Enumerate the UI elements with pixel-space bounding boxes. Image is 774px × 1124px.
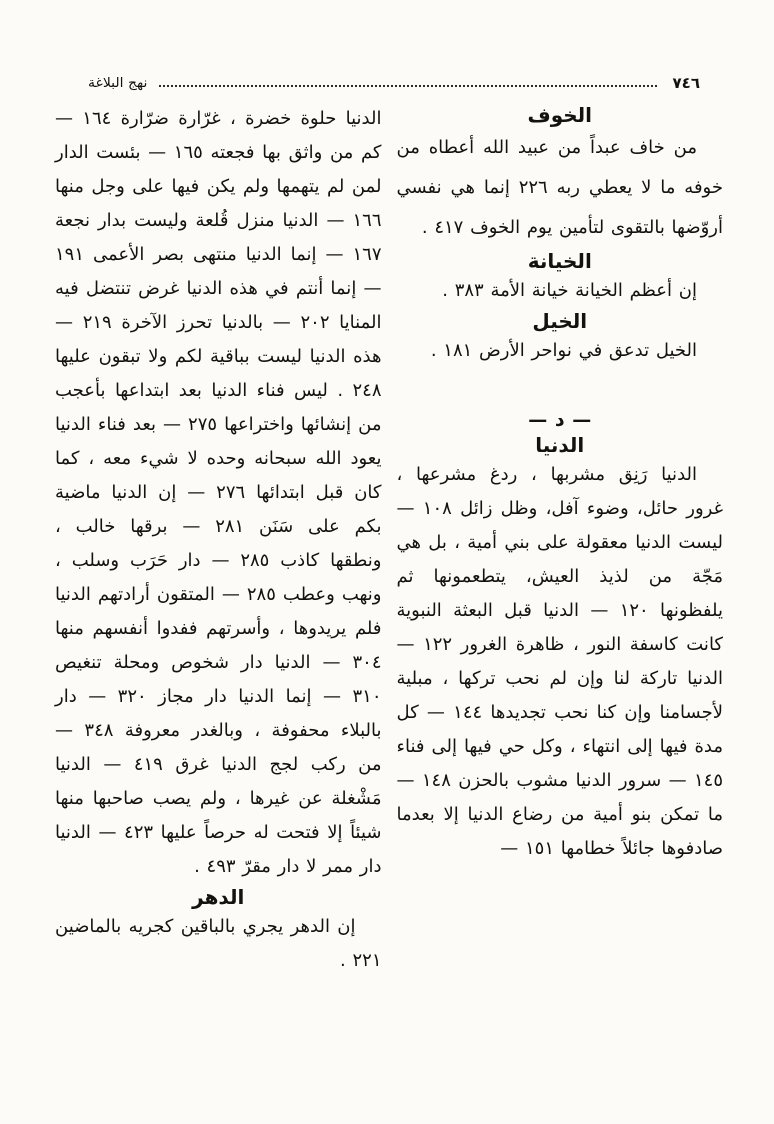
page-header [88, 70, 722, 96]
section-body-world-continuation: الدنيا حلوة خضرة ، غرّارة ضرّارة ١٦٤ — كم من واثق بها فجعته ١٦٥ — بئست الدار لمن لم يتهمها ولم يكن فيها على وجل منها ١٦٦ — الدنيا منزل قُلعة وليست بدار نجعة ١٦٧ — إنما الدنيا منتهى بصر الأعمى ١٩١ — إنما أنتم في هذه الدنيا غرض تنتضل فيه المنايا ٢٠٢ — بالدنيا تحرز الآخرة ٢١٩ — هذه الدنيا ليست بباقية لكم ولا تبقون عليها ٢٤٨ . ليس فناء الدنيا بعد ابتداعها بأعجب من إنشائها واختراعها ٢٧٥ — بعد فناء الدنيا يعود الله سبحانه وحده لا شيء معه ، كما كان قبل ابتدائها ٢٧٦ — إن الدنيا ماضية بكم على سَنَن ٢٨١ — برقها خالب ، ونطقها كاذب ٢٨٥ — دار حَرَب وسلب ، ونهب وعطب ٢٨٥ — المتقون أرادتهم الدنيا فلم يريدوها ، وأسرتهم ففدوا أنفسهم منها ٣٠٤ — الدنيا دار شخوص ومحلة تنغيص ٣١٠ — إنما الدنيا دار مجاز ٣٢٠ — دار بالبلاء محفوفة ، وبالغدر معروفة ٣٤٨ — من ركب لجج الدنيا غرق ٤١٩ — الدنيا مَشْغلة عن غيرها ، ولم يصب صاحبها منها شيئاً إلا فتحت له حرصاً عليها ٤٢٣ — الدنيا دار ممر لا دار مقرّ ٤٩٣ . [55, 108, 382, 877]
text-columns [55, 102, 723, 978]
section-body-world: الدنيا رَنِق مشربها ، ردغ مشرعها ، غرور حائل، وضوء آفل، وظل زائل ١٠٨ — ليست الدنيا معقولة على بني أمية ، بل هي مَجّة من لذيذ العيش، يتطعمونها ثم يلفظونها ١٢٠ — الدنيا قبل البعثة النبوية كانت كاسفة النور ، ظاهرة الغرور ١٢٢ — الدنيا تاركة لنا وإن لم نحب تركها ، مبلية لأجسامنا وإن كنا نحب تجديدها ١٤٤ — كل مدة فيها إلى انتهاء ، وكل حي فيها إلى فناء ١٤٥ — سرور الدنيا مشوب بالحزن ١٤٨ — ما تمكن بنو أمية من رضاع الدنيا إلا بعدما صادفوها جائلاً خطامها ١٥١ — [396, 464, 723, 859]
section-heading-betrayal: الخيانة [527, 249, 592, 273]
section-heading-time: الدهر [192, 885, 245, 909]
header-dotted-rule [159, 85, 658, 88]
section-heading-fear: الخوف [527, 103, 593, 127]
page-number: ٧٤٦ [672, 74, 700, 92]
section-body-betrayal: إن أعظم الخيانة خيانة الأمة ٣٨٣ . [442, 280, 697, 301]
column-left [55, 102, 382, 978]
section-heading-horses: الخيل [532, 309, 588, 333]
section-body-time: إن الدهر يجري بالباقين كجريه بالماضين ٢٢١ . [55, 916, 382, 971]
book-title: نهج البلاغة [88, 75, 148, 91]
section-heading-world: الدنيا [535, 433, 585, 457]
letter-divider-dal: — د — [528, 409, 592, 431]
section-body-fear: من خاف عبداً من عبيد الله أعطاه من خوفه ما لا يعطي ربه ٢٢٦ إنما هي نفسي أروّضها بالتقوى لتأمين يوم الخوف ٤١٧ . [396, 137, 723, 238]
section-body-horses: الخيل تدعق في نواحر الأرض ١٨١ . [430, 340, 697, 361]
column-right [397, 102, 724, 978]
